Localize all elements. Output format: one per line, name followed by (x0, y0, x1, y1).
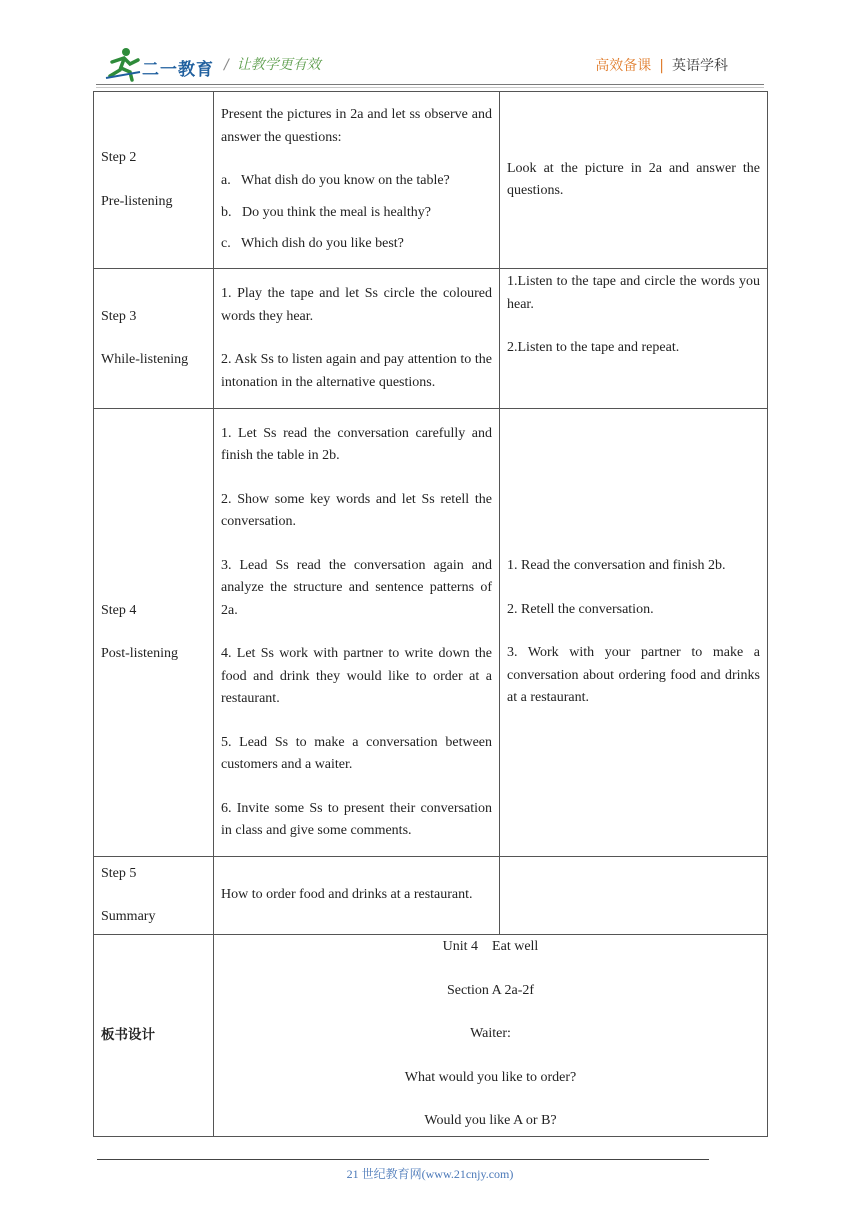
header-rule-secondary (96, 87, 764, 88)
board-line: Unit 4 Eat well (442, 939, 539, 954)
footer-rule (97, 1159, 709, 1160)
board-line: What would you like to order? (404, 1069, 577, 1085)
step-name: Step 5 (101, 865, 137, 881)
slogan-separator: / (224, 57, 229, 73)
teacher-activity: 4. Let Ss work with partner to write down the food and drink they would like to order at a restaurant. (221, 646, 492, 706)
teacher-activity: 5. Lead Ss to make a conversation between customers and a waiter. (221, 734, 492, 772)
list-marker: c. (221, 236, 231, 252)
board-line: Section A 2a-2f (446, 982, 535, 998)
teacher-activity-cell (214, 269, 500, 409)
student-activity: 2.Listen to the tape and repeat. (507, 340, 680, 355)
step-stage: While-listening (101, 352, 189, 367)
student-activity-cell (500, 409, 768, 857)
table-row (94, 857, 768, 935)
board-label-cell (94, 935, 214, 1137)
teacher-activity-cell (214, 409, 500, 857)
header-rule (96, 84, 764, 85)
table-row (94, 935, 768, 1137)
subject-label: 英语学科 (672, 58, 728, 74)
list-item (221, 202, 492, 225)
student-activity: 1.Listen to the tape and circle the words you hear. (507, 274, 760, 312)
table-row (94, 409, 768, 857)
step-name: Step 3 (101, 308, 137, 324)
logo (104, 46, 216, 82)
teacher-activity: 2. Ask Ss to listen again and pay attention to the intonation in the alternative questions. (221, 352, 492, 390)
step-name: Step 2 (101, 150, 137, 165)
teacher-activity-cell (214, 857, 500, 935)
student-activity: 3. Work with your partner to make a conversation about ordering food and drinks at a restaurant. (507, 645, 760, 706)
table-row (94, 92, 768, 269)
course-label: 高效备课 (595, 58, 652, 74)
step-cell (94, 409, 214, 857)
header-divider: | (659, 58, 664, 74)
teacher-activity: 2. Show some key words and let Ss retell the conversation. (221, 491, 492, 529)
lesson-plan-table (93, 91, 768, 1137)
teacher-activity-cell (214, 92, 500, 269)
board-line: Would you like A or B? (424, 1113, 557, 1128)
step-stage: Pre-listening (101, 193, 173, 209)
page-header (0, 0, 860, 90)
teacher-activity: 1. Let Ss read the conversation carefully and finish the table in 2b. (221, 425, 492, 463)
step-stage: Post-listening (101, 646, 179, 661)
list-marker: b. (221, 204, 232, 220)
list-marker: a. (221, 173, 231, 189)
board-content-cell (214, 935, 768, 1137)
student-activity: Look at the picture in 2a and answer the questions. (507, 160, 760, 198)
footer-text: 21 世纪教育网(www.21cnjy.com) (346, 1167, 514, 1181)
list-item-text: Do you think the meal is healthy? (242, 204, 431, 220)
board-label: 板书设计 (101, 1027, 155, 1044)
student-activity-cell (500, 857, 768, 935)
header-subject (595, 55, 728, 75)
list-item-text: What dish do you know on the table? (240, 173, 450, 189)
student-activity: 1. Read the conversation and finish 2b. (507, 558, 726, 574)
student-activity: 2. Retell the conversation. (507, 601, 654, 617)
step-cell (94, 269, 214, 409)
teacher-activity: 6. Invite some Ss to present their conversation in class and give some comments. (221, 800, 492, 838)
list-item (221, 170, 492, 193)
teacher-intro: Present the pictures in 2a and let ss observe and answer the questions: (221, 107, 492, 145)
slogan-text: 让教学更有效 (236, 57, 321, 73)
student-activity-cell (500, 92, 768, 269)
step-cell (94, 857, 214, 935)
runner-logo-icon (104, 46, 144, 82)
logo-text: 二一教育 (142, 60, 214, 80)
teacher-activity: 1. Play the tape and let Ss circle the coloured words they hear. (221, 286, 492, 324)
slogan (224, 54, 321, 74)
step-stage: Summary (101, 909, 156, 924)
student-activity-cell (500, 269, 768, 409)
teacher-activity: How to order food and drinks at a restaurant. (221, 887, 473, 903)
list-item-text: Which dish do you like best? (240, 236, 404, 252)
step-cell (94, 92, 214, 269)
teacher-activity: 3. Lead Ss read the conversation again and analyze the structure and sentence patterns of 2a. (221, 557, 492, 618)
board-line: Waiter: (470, 1026, 511, 1041)
list-item (221, 233, 492, 256)
step-name: Step 4 (101, 602, 137, 618)
table-row (94, 269, 768, 409)
